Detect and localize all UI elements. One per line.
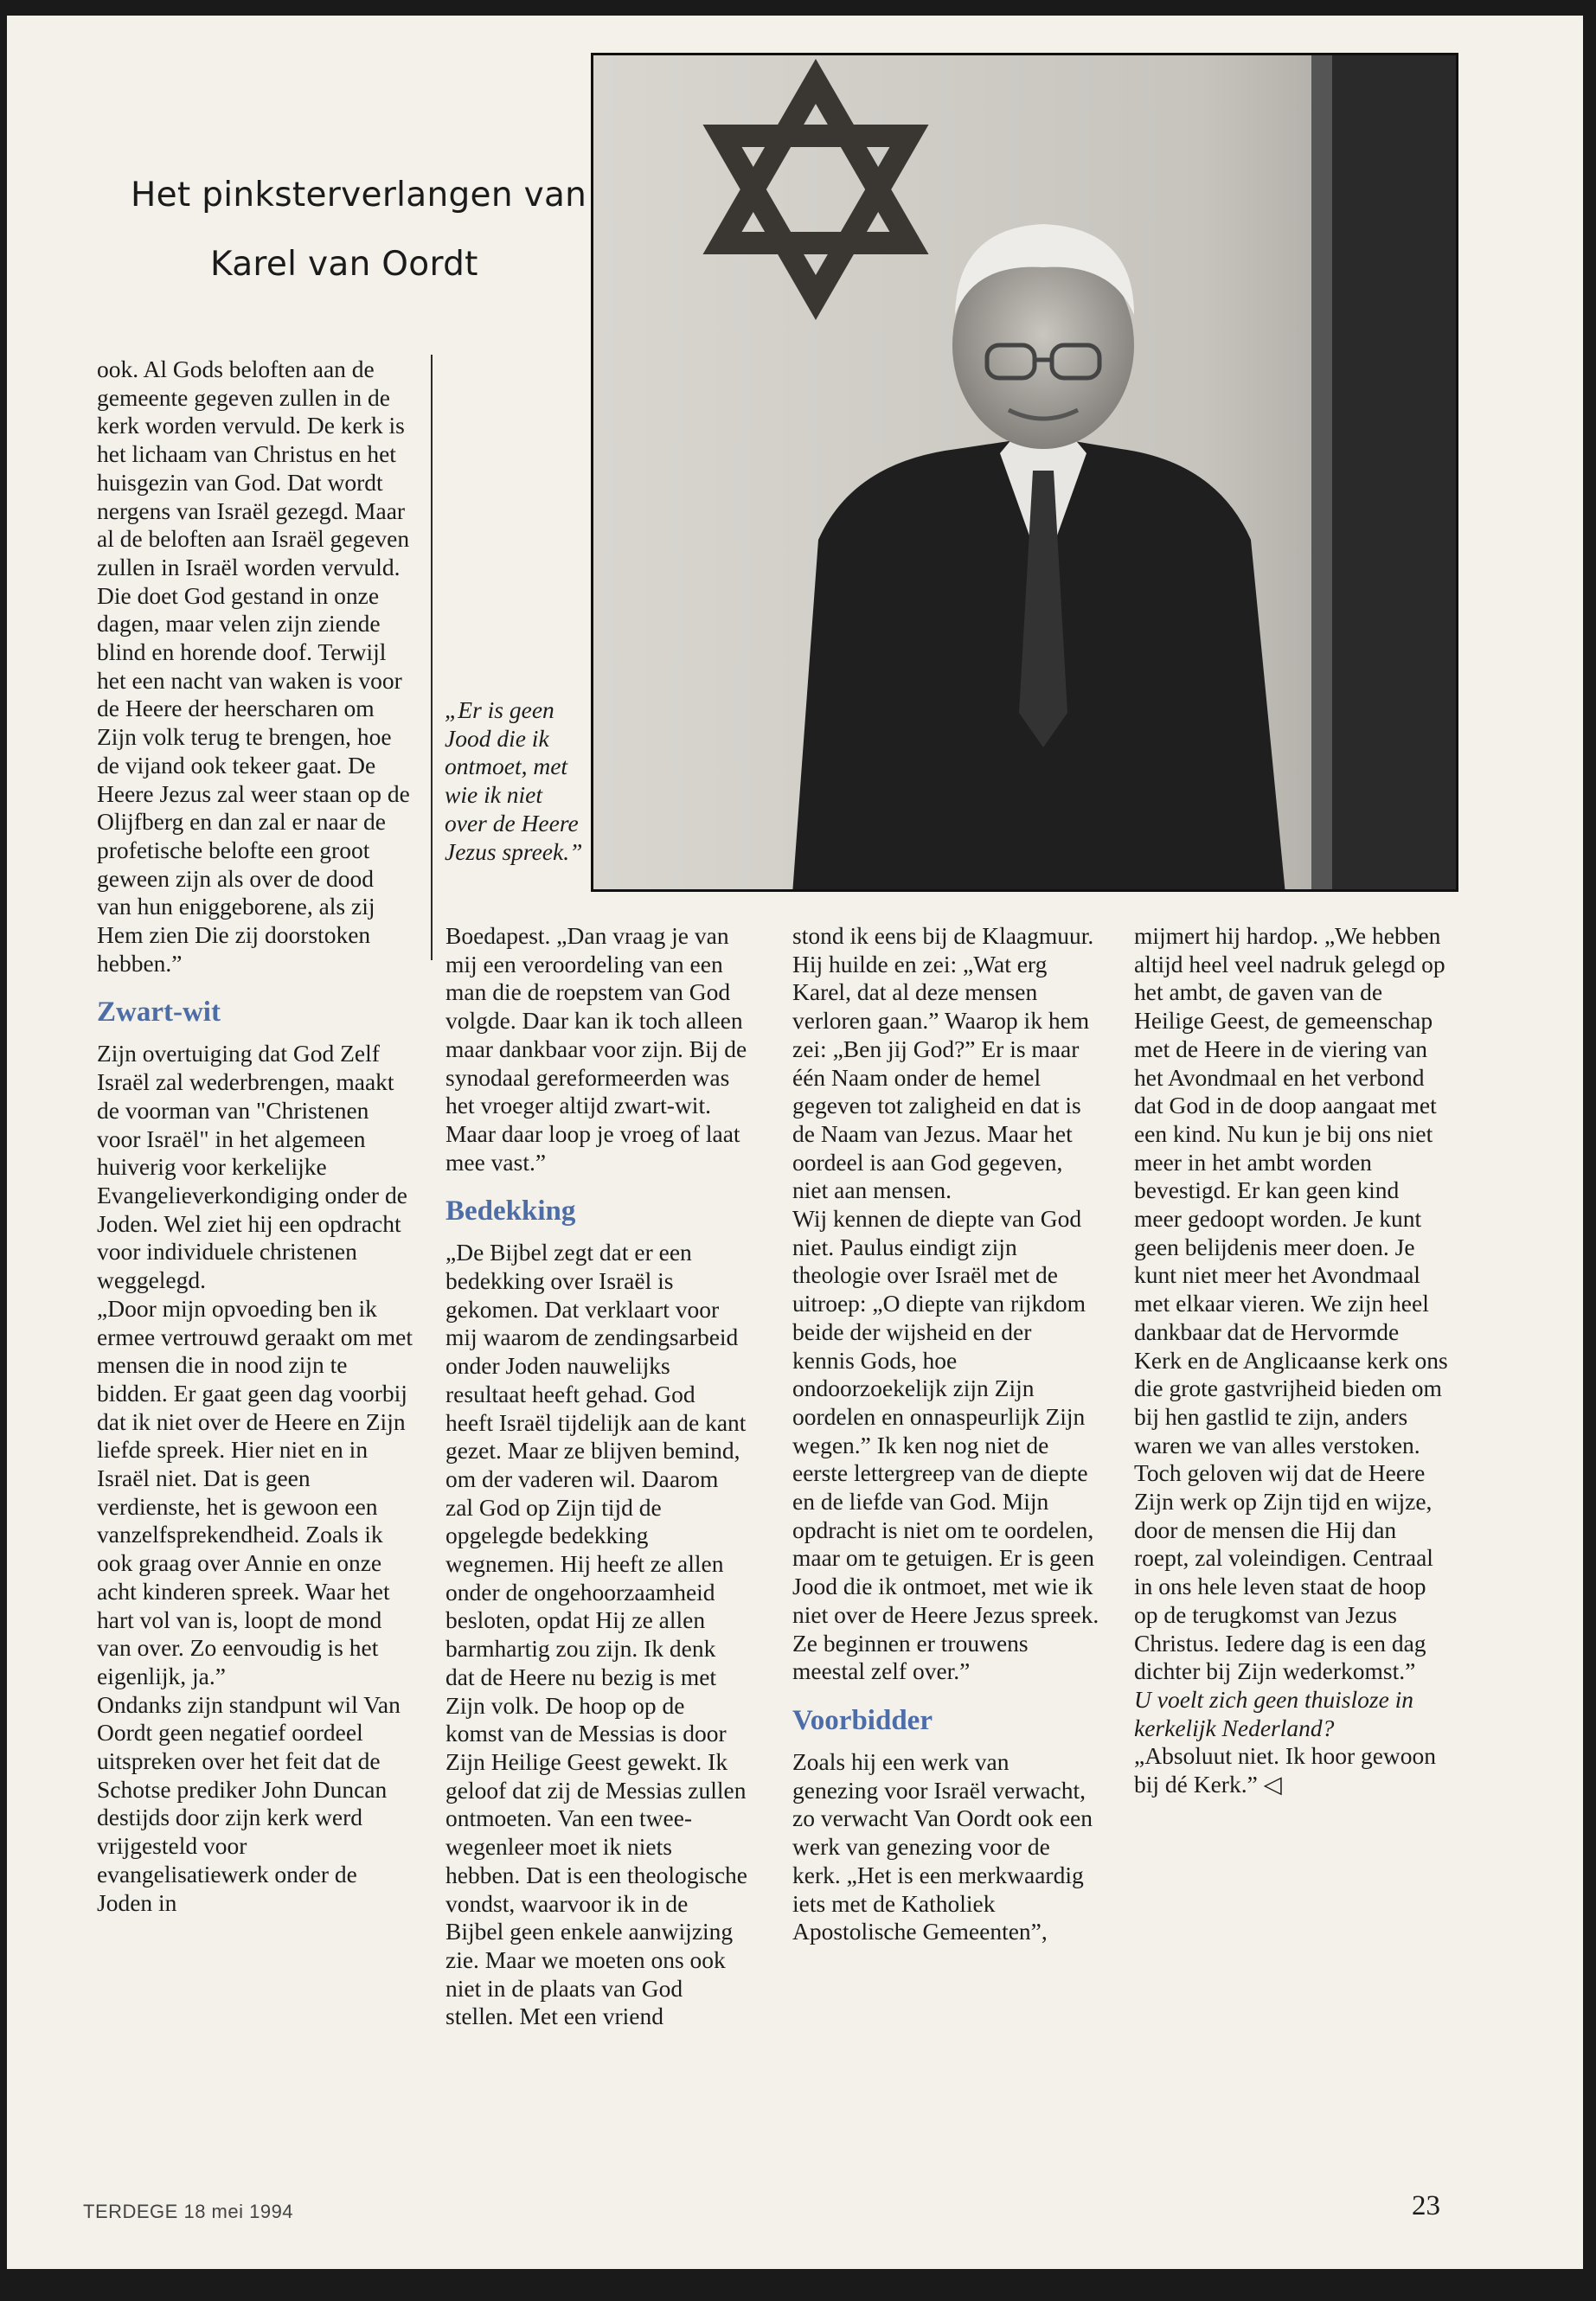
magazine-page — [7, 16, 1583, 2269]
photo-portrait-image — [593, 55, 1458, 892]
col1-paragraph: Ondanks zijn standpunt wil Van Oordt geen negatief oordeel uitspreken over het feit dat de Schotse prediker John Duncan destijds door zijn kerk werd vrijgesteld voor evangelisatiewerk onder de Joden in — [97, 1690, 401, 1916]
publication-footer: TERDEGE 18 mei 1994 — [83, 2201, 294, 2222]
col1-paragraph: Die doet God gestand in onze dagen, maar velen zijn ziende blind en horende doof. Terwijl het een nacht van waken is voor de Heere der heerscharen om Zijn volk terug te brengen, hoe de vijand ook tekeer gaat. De Heere Jezus zal weer staan op de Olijfberg en dan zal er naar de profetische belofte een groot geween zijn als over de dood van hun eniggeborene, als zij Hem zien Die zij doorstoken hebben.” — [97, 581, 410, 977]
col4-paragraph: mijmert hij hardop. „We hebben altijd heel veel nadruk gelegd op het ambt, de gaven van de Heilige Geest, de gemeenschap met de Heere in de viering van het Avondmaal en het verbond dat God in de doop aangaat met een kind. Nu kun je bij ons niet meer in het ambt worden bevestigd. Er kan geen kind meer gedoopt worden. Je kunt geen belijdenis meer doen. Je kunt niet meer het Avondmaal met elkaar vieren. We zijn heel dankbaar dat de Hervormde Kerk en de Anglicaanse kerk ons die grote gastvrijheid bieden om bij hen gastlid te zijn, anders waren we van alles verstoken. Toch geloven wij dat de Heere Zijn werk op Zijn tijd en wijze, door de mensen die Hij dan roept, zal voleindigen. Centraal in ons hele leven staat de hoop op de terugkomst van Jezus Christus. Iedere dag is een dag dichter bij Zijn wederkomst.” — [1134, 922, 1448, 1685]
col3-paragraph: stond ik eens bij de Klaagmuur. Hij huilde en zei: „Wat erg Karel, dat al deze mensen verloren gaan.” Waarop ik hem zei: „Ben jij God?” Er is maar één Naam onder de hemel gegeven tot zaligheid en dat is de Naam van Jezus. Maar het oordeel is aan God gegeven, niet aan mensen. — [792, 922, 1094, 1204]
column-2 — [445, 922, 748, 2031]
col4-paragraph: „Absoluut niet. Ik hoor gewoon bij dé Kerk.” ◁ — [1134, 1742, 1437, 1798]
col1-paragraph: „Door mijn opvoeding ben ik ermee vertrouwd geraakt om met mensen die in nood zijn te bidden. Er gaat geen dag voorbij dat ik niet over de Heere en Zijn liefde spreek. Hier niet en in Israël niet. Dat is geen verdienste, het is gewoon een vanzelfsprekendheid. Zoals ik ook graag over Annie en onze acht kinderen spreek. Waar het hart vol van is, loopt de mond van over. Zo eenvoudig is het eigenlijk, ja.” — [97, 1294, 413, 1689]
col1-paragraph: ook. Al Gods beloften aan de gemeente gegeven zullen in de kerk worden vervuld. De kerk is het lichaam van Christus en het huisgezin van God. Dat wordt nergens van Israël gezegd. Maar al de beloften aan Israël gegeven zullen in Israël worden vervuld. — [97, 356, 410, 580]
section-heading-zwart-wit: Zwart-wit — [97, 997, 221, 1029]
pull-quote: „Er is geen Jood die ik ontmoet, met wie ik niet over de Heere Jezus spreek.” — [445, 696, 583, 865]
col1-paragraph: Zijn overtuiging dat God Zelf Israël zal wederbrengen, maakt de voorman van "Christenen voor Israël" in het algemeen huiverig voor kerkelijke Evangelieverkondiging onder de Joden. Wel ziet hij een opdracht voor individuele christenen weggelegd. — [97, 1040, 407, 1294]
col2-paragraph: „De Bijbel zegt dat er een bedekking over Israël is gekomen. Dat verklaart voor mij waarom de zendingsarbeid onder Joden nauwelijks resultaat heeft gehad. God heeft Israël tijdelijk aan de kant gezet. Maar ze blijven bemind, om der vaderen wil. Daarom zal God op Zijn tijd de opgelegde bedekking wegnemen. Hij heeft ze allen onder de ongehoorzaamheid besloten, opdat Hij ze allen barmhartig zou zijn. Ik denk dat de Heere nu bezig is met Zijn volk. De hoop op de komst van de Messias is door Zijn Heilige Geest gewekt. Ik geloof dat zij de Messias zullen ontmoeten. Van een twee-wegenleer moet ik niets hebben. Dat is een theologische vondst, waarvoor ik in de Bijbel geen enkele aanwijzing zie. Maar we moeten ons ook niet in de plaats van God stellen. Met een vriend — [445, 1239, 747, 2030]
column-3 — [792, 922, 1099, 1946]
page-number: 23 — [1412, 2190, 1440, 2221]
article-title-line1: Het pinksterverlangen van — [131, 176, 587, 215]
col2-paragraph: Boedapest. „Dan vraag je van mij een veroordeling van een man die de roepstem van God volgde. Daar kan ik toch alleen maar dankbaar voor zijn. Bij de synodaal gereformeerden was het vroeger altijd zwart-wit. Maar daar loop je vroeg of laat mee vast.” — [445, 922, 747, 1176]
column-4 — [1134, 922, 1450, 1799]
column-divider — [431, 355, 433, 960]
interview-question: U voelt zich geen thuisloze in kerkelijk Nederland? — [1134, 1685, 1414, 1741]
section-heading-voorbidder: Voorbidder — [792, 1704, 933, 1736]
article-photo — [591, 53, 1458, 892]
article-title-line2: Karel van Oordt — [210, 245, 478, 284]
column-1 — [97, 356, 413, 1917]
col3-paragraph: Wij kennen de diepte van God niet. Paulus eindigt zijn theologie over Israël met de uitroep: „O diepte van rijkdom beide der wijsheid en der kennis Gods, hoe ondoorzoekelijk zijn Zijn oordelen en onnaspeurlijk Zijn wegen.” Ik ken nog niet de eerste lettergreep van de diepte en de liefde van God. Mijn opdracht is niet om te oordelen, maar om te getuigen. Er is geen Jood die ik ontmoet, met wie ik niet over de Heere Jezus spreek. Ze beginnen er trouwens meestal zelf over.” — [792, 1205, 1099, 1685]
col3-paragraph: Zoals hij een werk van genezing voor Israël verwacht, zo verwacht Van Oordt ook een werk van genezing voor de kerk. „Het is een merkwaardig iets met de Katholiek Apostolische Gemeenten”, — [792, 1747, 1093, 1945]
section-heading-bedekking: Bedekking — [445, 1195, 576, 1227]
